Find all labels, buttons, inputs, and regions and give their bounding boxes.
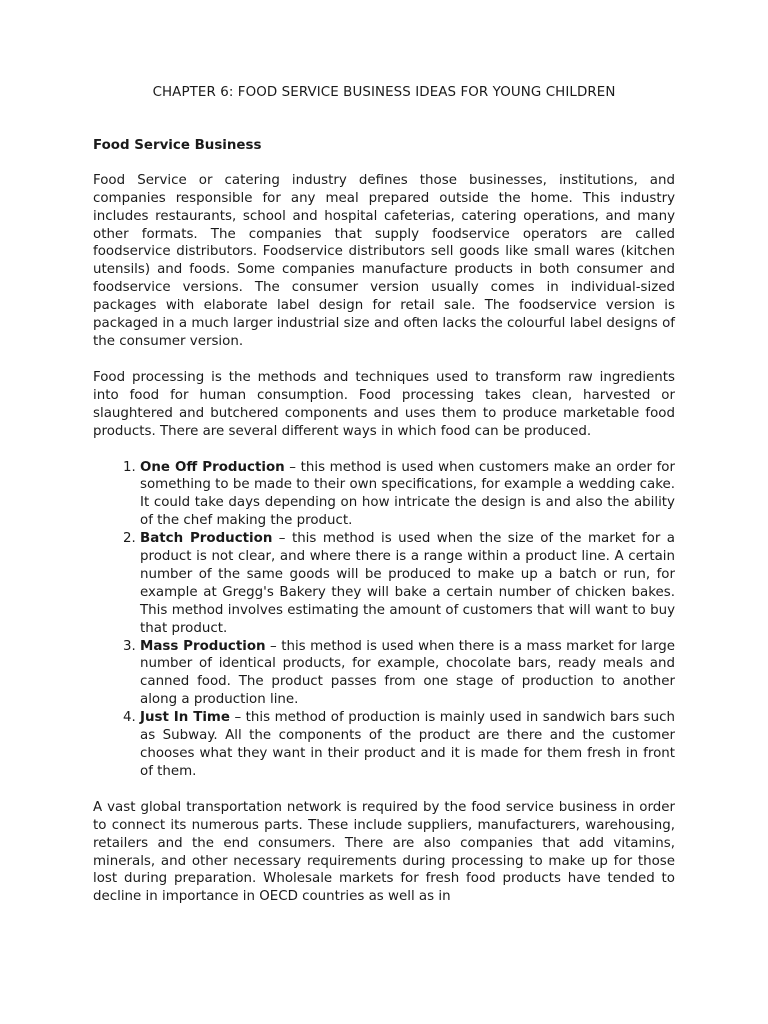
list-item-text: – this method is used when the size of the market for a product is not clear, and where there is a range within a product line. A certain number of the same goods will be produced to make up a batch or run, for example at Gregg's Bakery they will bake a certain number of chicken bakes. This method involves estimating the amount of customers that will want to buy that product. xyxy=(140,531,675,636)
list-item-text: – this method is used when there is a mass market for large number of identical products, for example, chocolate bars, ready meals and canned food. The product passes from one stage of production to another along a production line. xyxy=(140,638,675,708)
production-methods-list xyxy=(93,459,675,781)
list-item xyxy=(140,638,675,710)
list-item-text: – this method is used when customers make an order for something to be made to their own specifications, for example a wedding cake. It could take days depending on how intricate the design is and also the ability of the chef making the product. xyxy=(140,459,676,529)
list-item-term: Mass Production xyxy=(140,638,266,654)
body-paragraph: A vast global transportation network is required by the food service business in order to connect its numerous parts. These include suppliers, manufacturers, warehousing, retailers and the end consumers. There are also companies that add vitamins, minerals, and other necessary requirements during processing to make up for those lost during preparation. Wholesale markets for fresh food products have tended to decline in importance in OECD countries as well as in xyxy=(93,799,675,905)
body-paragraph: Food Service or catering industry defines those businesses, institutions, and companies responsible for any meal prepared outside the home. This industry includes restaurants, school and hospital cafeterias, catering operations, and many other formats. The companies that supply foodservice operators are called foodservice distributors. Foodservice distributors sell goods like small wares (kitchen utensils) and foods. Some companies manufacture products in both consumer and foodservice versions. The consumer version usually comes in individual-sized packages with elaborate label design for retail sale. The foodservice version is packaged in a much larger industrial size and often lacks the colourful label designs of the consumer version. xyxy=(93,172,675,349)
list-item xyxy=(140,530,675,637)
list-item xyxy=(140,459,675,531)
chapter-title: CHAPTER 6: FOOD SERVICE BUSINESS IDEAS FOR YOUNG CHILDREN xyxy=(152,85,616,100)
section-heading: Food Service Business xyxy=(93,137,262,153)
list-item xyxy=(140,709,675,781)
list-item-term: Batch Production xyxy=(140,531,273,547)
body-paragraph: Food processing is the methods and techniques used to transform raw ingredients into food for human consumption. Food processing takes clean, harvested or slaughtered and butchered components and uses them to produce marketable food products. There are several different ways in which food can be produced. xyxy=(93,369,675,439)
document-page xyxy=(93,84,675,924)
list-item-term: One Off Production xyxy=(140,459,285,475)
list-item-term: Just In Time xyxy=(140,710,230,726)
list-item-text: – this method of production is mainly used in sandwich bars such as Subway. All the components of the product are there and the customer chooses what they want in their product and it is made for them fresh in front of them. xyxy=(140,710,675,779)
